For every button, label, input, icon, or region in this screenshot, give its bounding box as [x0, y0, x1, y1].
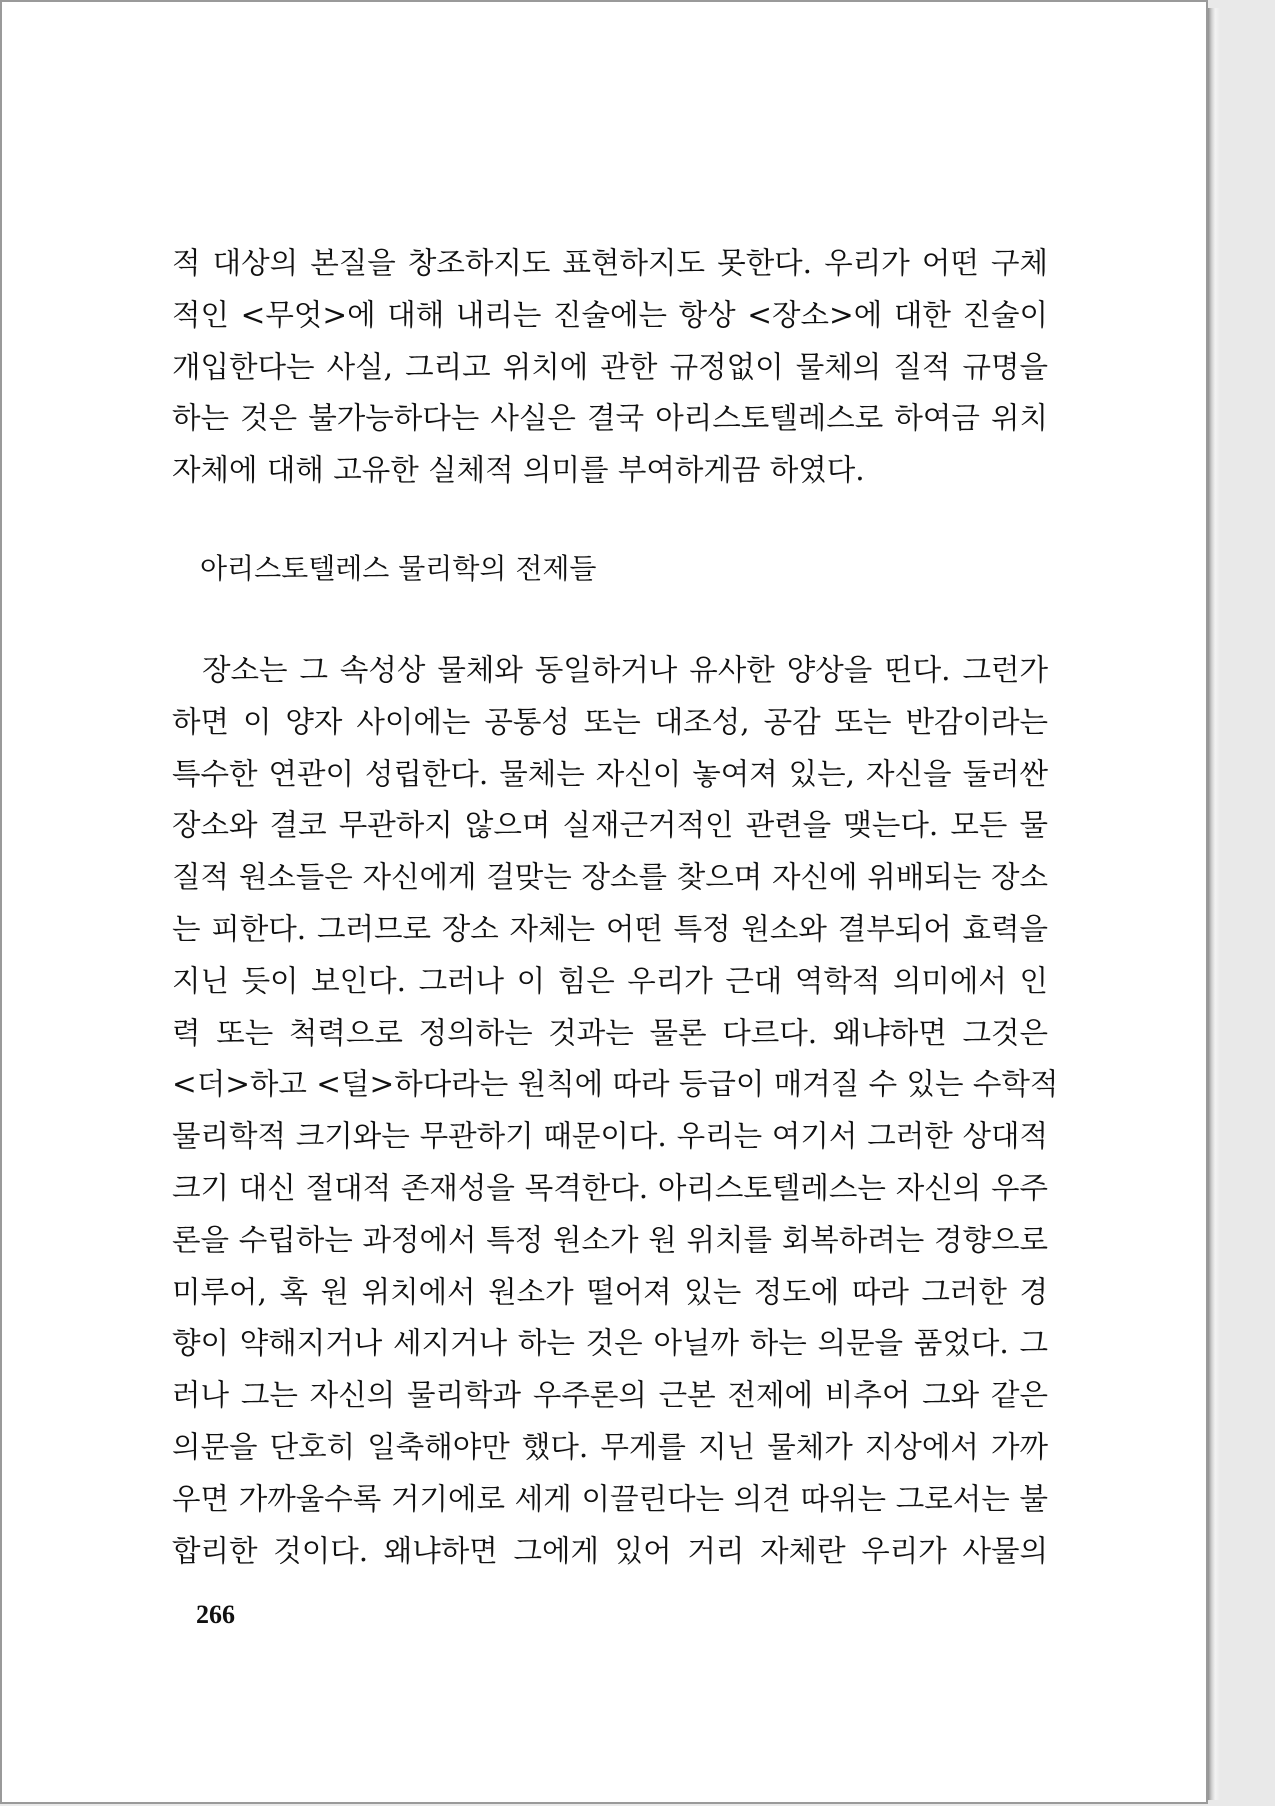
paragraph-2	[172, 645, 1059, 1577]
page-number: 266	[196, 1600, 235, 1629]
background-margin	[1220, 0, 1275, 1806]
text-line: 미루어, 혹 원 위치에서 원소가 떨어져 있는 정도에 따라 그러한 경	[172, 1274, 1048, 1309]
text-line: 는 피한다. 그러므로 장소 자체는 어떤 특정 원소와 결부되어 효력을	[172, 911, 1048, 946]
text-line: 의문을 단호히 일축해야만 했다. 무게를 지닌 물체가 지상에서 가까	[172, 1429, 1048, 1464]
text-line: 력 또는 척력으로 정의하는 것과는 물론 다르다. 왜냐하면 그것은	[172, 1015, 1048, 1050]
text-line: 장소는 그 속성상 물체와 동일하거나 유사한 양상을 띤다. 그런가	[202, 653, 1048, 687]
text-line: 지닌 듯이 보인다. 그러나 이 힘은 우리가 근대 역학적 의미에서 인	[172, 963, 1048, 998]
text-line: 특수한 연관이 성립한다. 물체는 자신이 놓여져 있는, 자신을 둘러싼	[172, 756, 1048, 791]
text-line: 향이 약해지거나 세지거나 하는 것은 아닐까 하는 의문을 품었다. 그	[172, 1326, 1048, 1361]
text-line: 크기 대신 절대적 존재성을 목격한다. 아리스토텔레스는 자신의 우주	[172, 1170, 1048, 1205]
text-line: 물리학적 크기와는 무관하기 때문이다. 우리는 여기서 그러한 상대적	[172, 1119, 1048, 1154]
text-line: 하는 것은 불가능하다는 사실은 결국 아리스토텔레스로 하여금 위치	[172, 401, 1048, 436]
text-line: 개입한다는 사실, 그리고 위치에 관한 규정없이 물체의 질적 규명을	[172, 349, 1048, 384]
text-line: 질적 원소들은 자신에게 걸맞는 장소를 찾으며 자신에 위배되는 장소	[172, 860, 1048, 895]
text-line: 론을 수립하는 과정에서 특정 원소가 원 위치를 회복하려는 경향으로	[172, 1222, 1048, 1257]
text-line: 적인 <무엇>에 대해 내리는 진술에는 항상 <장소>에 대한 진술이	[172, 297, 1048, 332]
text-line: 하면 이 양자 사이에는 공통성 또는 대조성, 공감 또는 반감이라는	[172, 704, 1048, 739]
text-line: 장소와 결코 무관하지 않으며 실재근거적인 관련을 맺는다. 모든 물	[172, 808, 1048, 843]
text-line: 우면 가까울수록 거기에로 세게 이끌린다는 의견 따위는 그로서는 불	[172, 1481, 1048, 1516]
section-heading: 아리스토텔레스 물리학의 전제들	[200, 552, 597, 585]
text-line: <더>하고 <덜>하다라는 원칙에 따라 등급이 매겨질 수 있는 수학적	[172, 1067, 1059, 1102]
page-edge-shadow	[1208, 8, 1220, 1800]
text-line: 자체에 대해 고유한 실체적 의미를 부여하게끔 하였다.	[172, 453, 865, 488]
text-line: 러나 그는 자신의 물리학과 우주론의 근본 전제에 비추어 그와 같은	[172, 1378, 1048, 1413]
text-line: 합리한 것이다. 왜냐하면 그에게 있어 거리 자체란 우리가 사물의	[172, 1533, 1048, 1568]
text-line: 적 대상의 본질을 창조하지도 표현하지도 못한다. 우리가 어떤 구체	[172, 246, 1048, 280]
paragraph-1	[172, 238, 1048, 497]
